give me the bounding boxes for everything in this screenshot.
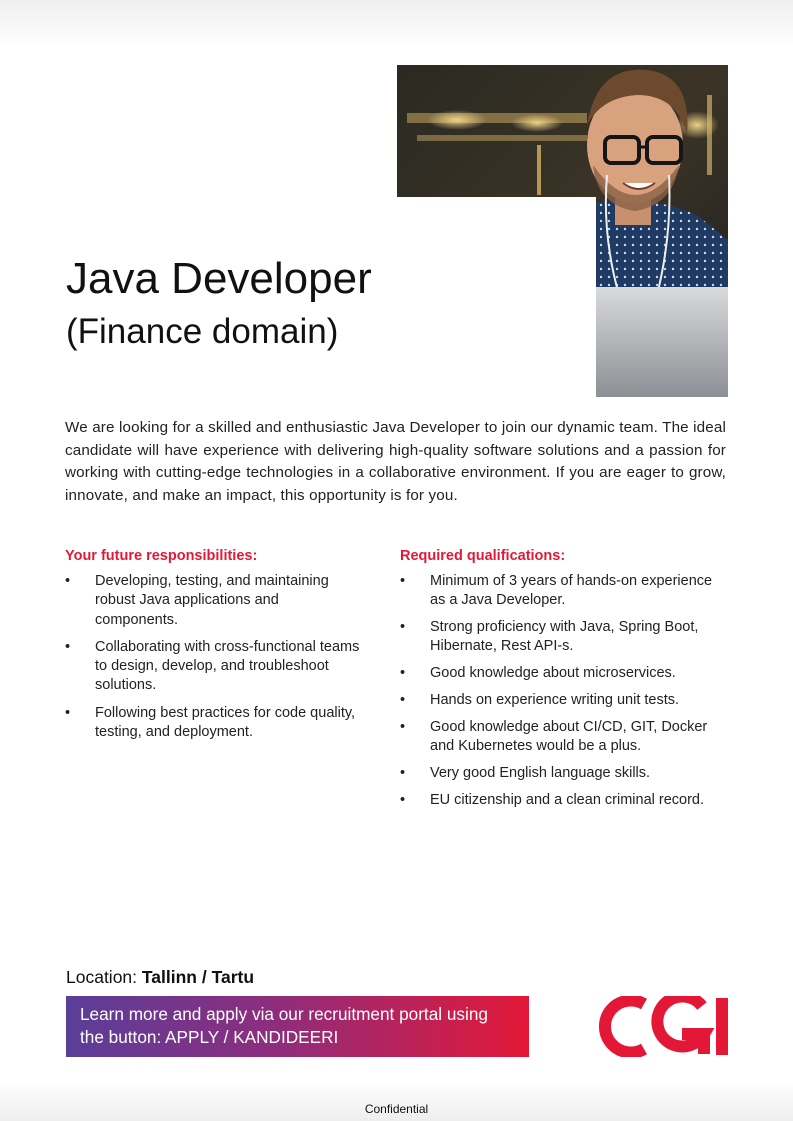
bullet-icon: • (400, 718, 406, 735)
bullet-icon: • (65, 638, 71, 655)
list-item: • Good knowledge about microservices. (400, 664, 720, 683)
bullet-icon: • (65, 704, 71, 721)
list-item: • Following best practices for code quality, testing, and deployment. (65, 704, 356, 741)
list-item: • Developing, testing, and maintaining robust Java applications and components. (65, 573, 329, 628)
responsibilities-section (65, 546, 365, 750)
intro-paragraph: We are looking for a skilled and enthusiastic Java Developer to join our dynamic team. The ideal candidate will have experience with delivering high-quality software solutions and a passion for working with cutting-edge technologies in a collaborative environment. If you are eager to grow, innovate, and make an impact, this opportunity is for you. (65, 419, 726, 504)
list-item: • Hands on experience writing unit tests. (400, 691, 720, 710)
cgi-logo (594, 996, 730, 1057)
responsibilities-list (65, 572, 365, 742)
list-item: • Good knowledge about CI/CD, GIT, Docker and Kubernetes would be a plus. (400, 718, 708, 755)
bullet-icon: • (400, 619, 406, 636)
bullet-icon: • (400, 691, 406, 708)
qualifications-heading: Required qualifications: (400, 548, 566, 564)
location-line (66, 965, 254, 989)
apply-text-line-2: the button: APPLY / KANDIDEERI (80, 1026, 339, 1047)
list-item: • EU citizenship and a clean criminal record. (400, 791, 720, 810)
qualifications-section (400, 546, 720, 817)
top-shade (0, 0, 793, 48)
list-item: • Strong proficiency with Java, Spring Boot, Hibernate, Rest API-s. (400, 619, 699, 655)
list-item: • Collaborating with cross-functional teams to design, develop, and troubleshoot solutions. (65, 638, 360, 694)
qualifications-list (400, 572, 720, 810)
job-title: Java Developer (66, 254, 372, 303)
list-item: • Minimum of 3 years of hands-on experience as a Java Developer. (400, 573, 713, 609)
bullet-icon: • (400, 665, 406, 682)
bullet-icon: • (400, 791, 406, 808)
location-value: Tallinn / Tartu (141, 967, 255, 987)
apply-banner (66, 996, 529, 1057)
confidential-label: Confidential (364, 1102, 429, 1116)
apply-text-line-1: Learn more and apply via our recruitment portal using (80, 1004, 488, 1024)
bullet-icon: • (65, 573, 71, 589)
job-subtitle: (Finance domain) (66, 312, 339, 351)
bullet-icon: • (400, 764, 406, 781)
bullet-icon: • (400, 573, 406, 589)
developer-photo (397, 65, 728, 397)
responsibilities-heading: Your future responsibilities: (65, 548, 258, 564)
location-label: Location: (66, 967, 138, 987)
list-item: • Very good English language skills. (400, 764, 720, 783)
